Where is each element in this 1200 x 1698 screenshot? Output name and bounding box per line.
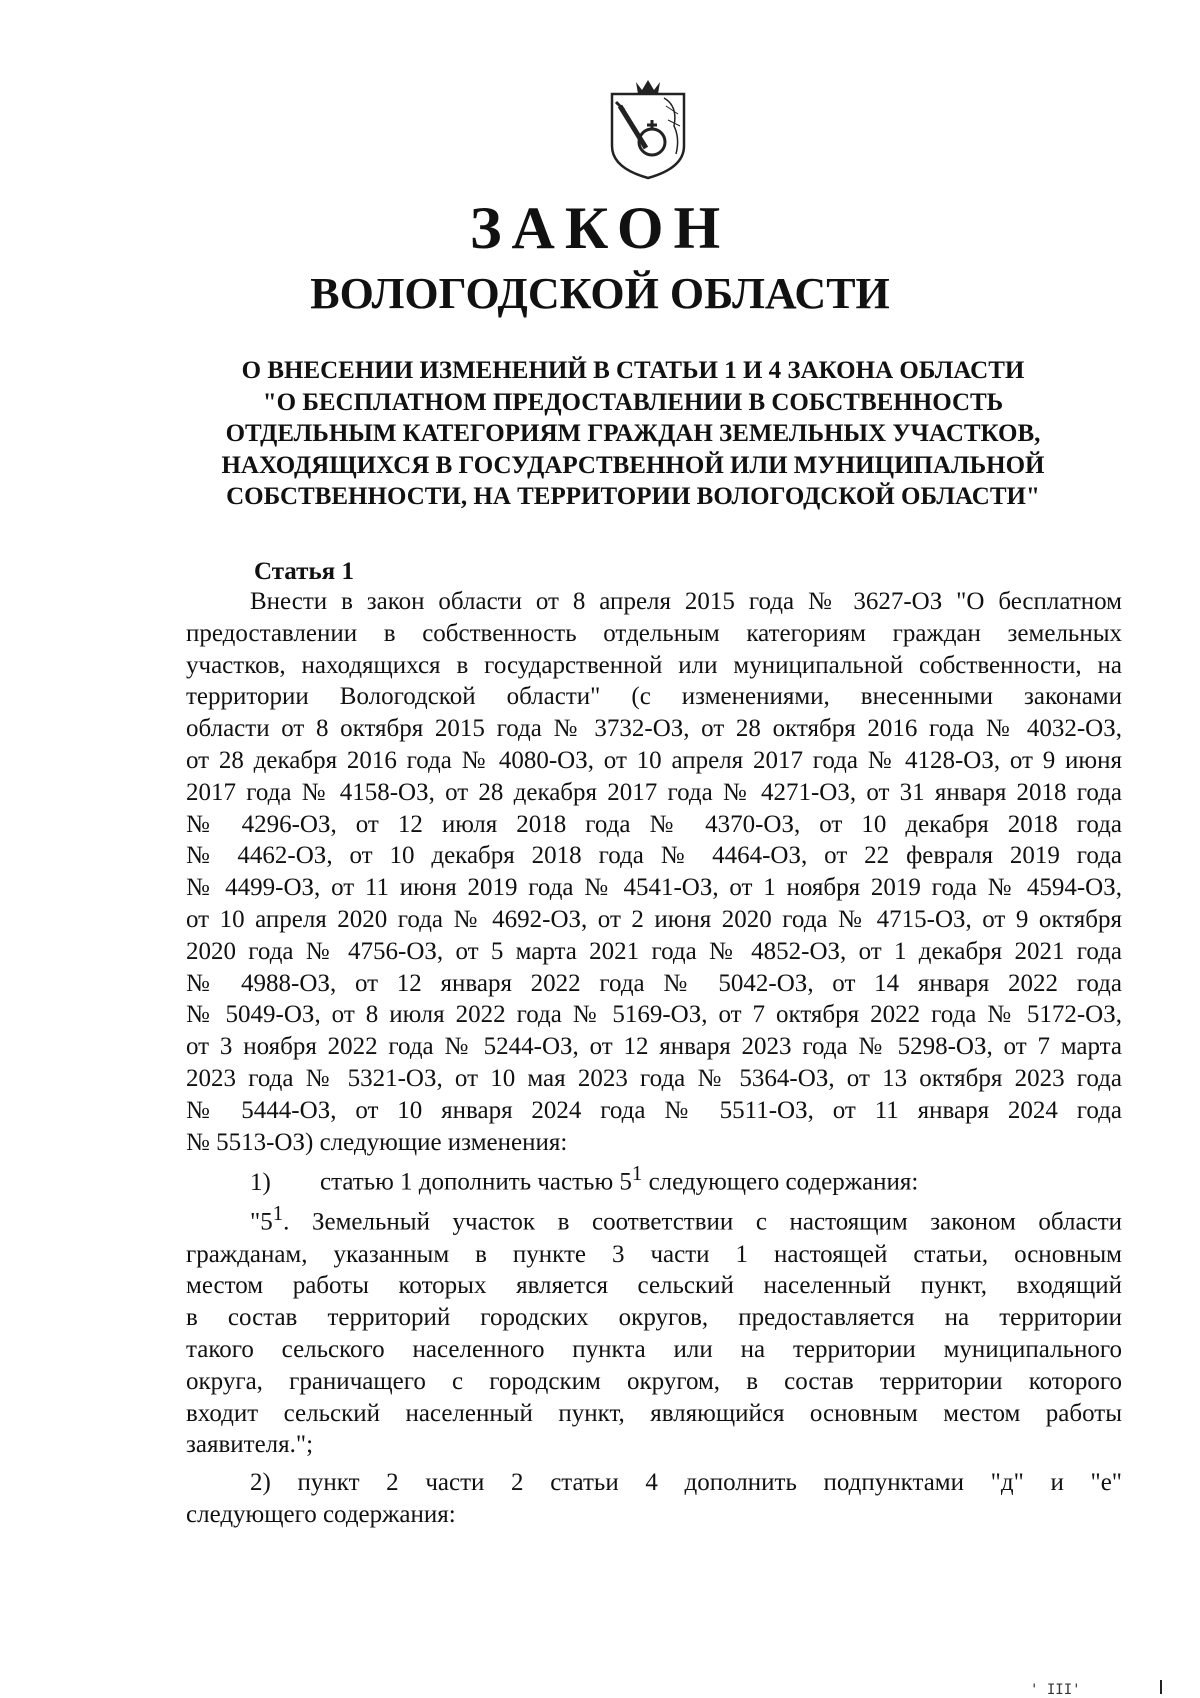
body-line: № 4988-ОЗ, от 12 января 2022 года № 5042-ОЗ, от 14 января 2022 года [186, 969, 1122, 997]
law-title-line: О ВНЕСЕНИИ ИЗМЕНЕНИЙ В СТАТЬИ 1 И 4 ЗАКОНА ОБЛАСТИ [241, 357, 1025, 384]
law-title-line: СОБСТВЕННОСТИ, НА ТЕРРИТОРИИ ВОЛОГОДСКОЙ ОБЛАСТИ" [226, 483, 1040, 510]
scan-marks: ' III' [1030, 1682, 1081, 1698]
quote-line: округа, граничащего с городским округом, в состав территории которого [186, 1367, 1122, 1395]
body-line: № 5049-ОЗ, от 8 июля 2022 года № 5169-ОЗ, от 7 октября 2022 года № 5172-ОЗ, [186, 1001, 1122, 1029]
body-line: предоставлении в собственность отдельным категориям граждан земельных [186, 619, 1122, 647]
body-line: территории Вологодской области" (с изменениями, внесенными законами [186, 683, 1122, 711]
body-line: от 28 декабря 2016 года № 4080-ОЗ, от 10 апреля 2017 года № 4128-ОЗ, от 9 июня [186, 746, 1122, 774]
body-line: участков, находящихся в государственной или муниципальной собственности, на [186, 651, 1122, 679]
article-body [186, 586, 1122, 1531]
body-line: № 5513-ОЗ) следующие изменения: [186, 1128, 568, 1156]
body-line: 2020 года № 4756-ОЗ, от 5 марта 2021 года № 4852-ОЗ, от 1 декабря 2021 года [186, 937, 1122, 965]
document-title: ЗАКОН [469, 195, 731, 261]
amendment-item-2-continued: следующего содержания: [186, 1500, 456, 1528]
scan-tick [1160, 1680, 1162, 1694]
quote-line: гражданам, указанным в пункте 3 части 1 настоящей статьи, основным [186, 1240, 1122, 1268]
document-subtitle: ВОЛОГОДСКОЙ ОБЛАСТИ [310, 269, 890, 318]
body-line: области от 8 октября 2015 года № 3732-ОЗ, от 28 октября 2016 года № 4032-ОЗ, [186, 715, 1122, 743]
coat-of-arms-emblem [606, 76, 690, 180]
item-number: 1) [250, 1168, 271, 1196]
body-line: от 3 ноября 2022 года № 5244-ОЗ, от 12 января 2023 года № 5298-ОЗ, от 7 марта [186, 1033, 1122, 1061]
superscript: 1 [631, 1161, 643, 1186]
body-line: 2023 года № 5321-ОЗ, от 10 мая 2023 года № 5364-ОЗ, от 13 октября 2023 года [186, 1064, 1122, 1092]
quote-line: такого сельского населенного пункта или на территории муниципального [186, 1335, 1122, 1363]
body-line: № 5444-ОЗ, от 10 января 2024 года № 5511-ОЗ, от 11 января 2024 года [186, 1096, 1122, 1124]
law-title-line: ОТДЕЛЬНЫМ КАТЕГОРИЯМ ГРАЖДАН ЗЕМЕЛЬНЫХ УЧАСТКОВ, [225, 420, 1041, 447]
law-title-line: "О БЕСПЛАТНОМ ПРЕДОСТАВЛЕНИИ В СОБСТВЕННОСТЬ [262, 388, 1004, 416]
quote-line: в состав территорий городских округов, предоставляется на территории [186, 1304, 1122, 1332]
law-title [170, 355, 1096, 513]
body-line: 2017 года № 4158-ОЗ, от 28 декабря 2017 года № 4271-ОЗ, от 31 января 2018 года [186, 778, 1122, 806]
quote-line: входит сельский населенный пункт, являющийся основным местом работы [186, 1399, 1122, 1427]
body-line: от 10 апреля 2020 года № 4692-ОЗ, от 2 июня 2020 года № 4715-ОЗ, от 9 октября [186, 905, 1122, 933]
body-line: № 4499-ОЗ, от 11 июня 2019 года № 4541-ОЗ, от 1 ноября 2019 года № 4594-ОЗ, [186, 874, 1122, 902]
item-text: статью 1 дополнить частью 5 [320, 1168, 632, 1196]
quote-line: заявителя."; [186, 1431, 314, 1459]
item-text: следующего содержания: [642, 1168, 919, 1196]
article-heading: Статья 1 [254, 558, 354, 585]
superscript: 1 [272, 1201, 284, 1226]
quote-line: местом работы которых является сельский населенный пункт, входящий [186, 1272, 1122, 1300]
body-line: № 4462-ОЗ, от 10 декабря 2018 года № 4464-ОЗ, от 22 февраля 2019 года [186, 842, 1122, 870]
quote-text: . Земельный участок в соответствии с настоящим законом области [283, 1208, 1122, 1236]
quote-open: "5 [250, 1208, 273, 1236]
law-title-line: НАХОДЯЩИХСЯ В ГОСУДАРСТВЕННОЙ ИЛИ МУНИЦИПАЛЬНОЙ [221, 451, 1045, 479]
body-line: Внести в закон области от 8 апреля 2015 года № 3627-ОЗ "О бесплатном [250, 588, 1122, 615]
body-line: № 4296-ОЗ, от 12 июля 2018 года № 4370-ОЗ, от 10 декабря 2018 года [186, 810, 1122, 838]
amendment-item-2: 2) пункт 2 части 2 статьи 4 дополнить подпунктами "д" и "е" [250, 1469, 1122, 1497]
quote-first-line [186, 1198, 1122, 1238]
amendment-item-1 [186, 1158, 1122, 1198]
